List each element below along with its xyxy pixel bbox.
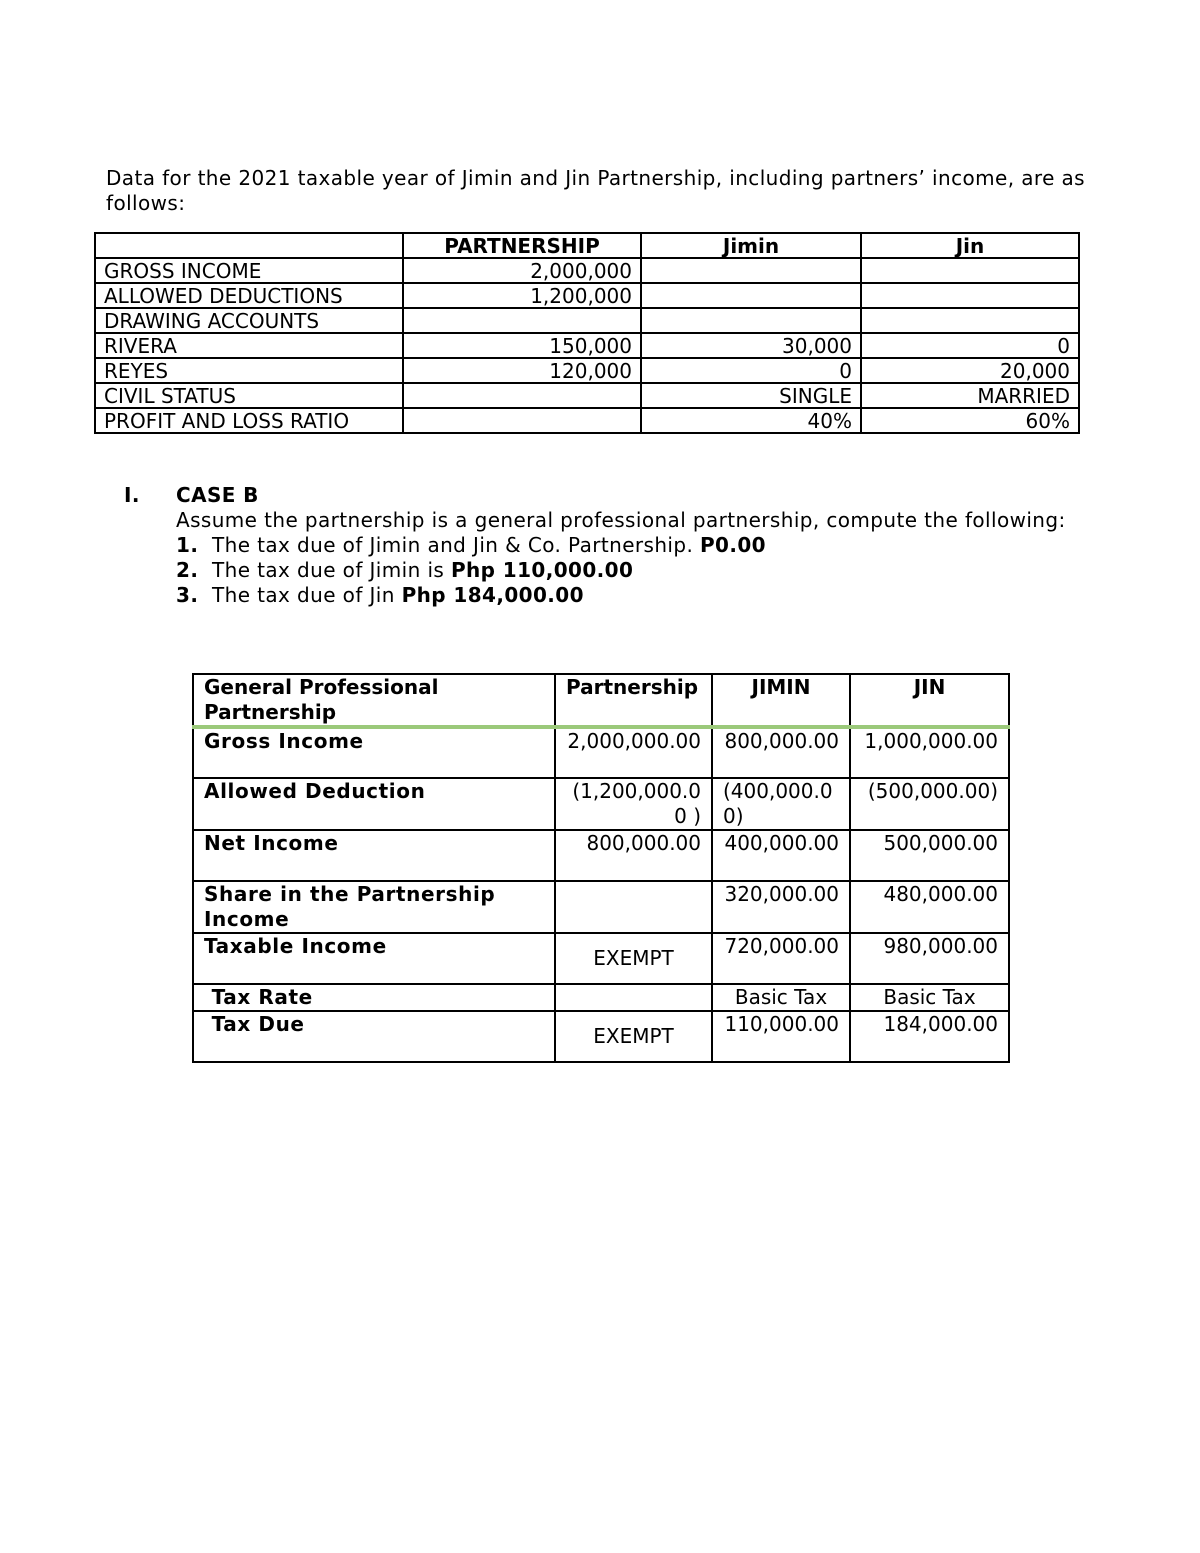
table-row [95,258,1079,283]
cell: (500,000.00) [850,778,1009,830]
cell: 1,000,000.00 [850,727,1009,778]
cell: 40% [641,408,861,433]
cell: EXEMPT [555,933,712,984]
cell: 800,000.00 [712,727,850,778]
table-row [95,308,1079,333]
table-row [193,881,1009,933]
item-answer: P0.00 [699,533,766,557]
cell: MARRIED [861,383,1079,408]
list-item [176,583,1076,608]
table-row [95,358,1079,383]
cell: 400,000.00 [712,830,850,881]
row-label: Gross Income [193,727,555,778]
header-cell: Jimin [641,233,861,258]
cell [861,258,1079,283]
cell: Basic Tax [712,984,850,1011]
item-text: The tax due of Jimin and Jin & Co. Partnership. [212,533,700,557]
cell [555,881,712,933]
case-instruction: Assume the partnership is a general professional partnership, compute the following: [176,508,1066,532]
table-row [95,333,1079,358]
table-row [193,778,1009,830]
cell: 0 [641,358,861,383]
header-cell: Partnership [555,674,712,727]
row-label: Taxable Income [193,933,555,984]
row-label: Tax Due [193,1011,555,1062]
table-row [95,283,1079,308]
cell: 480,000.00 [850,881,1009,933]
row-label: Tax Rate [193,984,555,1011]
cell: 110,000.00 [712,1011,850,1062]
cell: 1,200,000 [403,283,641,308]
cell: 500,000.00 [850,830,1009,881]
header-cell: PARTNERSHIP [403,233,641,258]
cell: 20,000 [861,358,1079,383]
row-label: PROFIT AND LOSS RATIO [95,408,403,433]
cell: (1,200,000.00 ) [555,778,712,830]
cell: 60% [861,408,1079,433]
question-list [176,533,1076,608]
cell: 720,000.00 [712,933,850,984]
item-number: 3. [176,583,199,607]
row-label: RIVERA [95,333,403,358]
row-label: CIVIL STATUS [95,383,403,408]
item-text: The tax due of Jimin is [212,558,451,582]
row-label: REYES [95,358,403,383]
row-label: Allowed Deduction [193,778,555,830]
item-text: The tax due of Jin [212,583,402,607]
cell: 800,000.00 [555,830,712,881]
case-title: CASE B [176,483,259,507]
table-row [95,383,1079,408]
list-item [176,558,1076,583]
cell: 30,000 [641,333,861,358]
cell [403,383,641,408]
item-number: 2. [176,558,199,582]
cell [641,258,861,283]
cell: (400,000.00) [712,778,850,830]
item-answer: Php 184,000.00 [401,583,584,607]
table-row [193,1011,1009,1062]
cell: 184,000.00 [850,1011,1009,1062]
cell: EXEMPT [555,1011,712,1062]
tax-computation-table [192,673,1010,1063]
cell: Basic Tax [850,984,1009,1011]
table-row [95,408,1079,433]
header-cell [95,233,403,258]
header-cell: JIMIN [712,674,850,727]
cell [403,408,641,433]
row-label: Net Income [193,830,555,881]
cell [641,283,861,308]
section-numeral: I. [124,483,140,507]
intro-paragraph: Data for the 2021 taxable year of Jimin and Jin Partnership, including partners’ income, are as follows: [106,166,1086,215]
cell: 120,000 [403,358,641,383]
table-row [193,727,1009,778]
cell: 0 [861,333,1079,358]
row-label: DRAWING ACCOUNTS [95,308,403,333]
cell: 2,000,000 [403,258,641,283]
cell [403,308,641,333]
cell [861,308,1079,333]
header-cell: JIN [850,674,1009,727]
cell [641,308,861,333]
table-row [193,933,1009,984]
item-number: 1. [176,533,199,557]
partnership-data-table [94,232,1080,434]
row-label: ALLOWED DEDUCTIONS [95,283,403,308]
cell [861,283,1079,308]
row-label: GROSS INCOME [95,258,403,283]
header-cell: Jin [861,233,1079,258]
cell: 2,000,000.00 [555,727,712,778]
cell [555,984,712,1011]
cell: 980,000.00 [850,933,1009,984]
header-cell: General Professional Partnership [193,674,555,727]
table-row [193,984,1009,1011]
table-row [193,830,1009,881]
table-header-row [95,233,1079,258]
cell: 320,000.00 [712,881,850,933]
cell: SINGLE [641,383,861,408]
cell: 150,000 [403,333,641,358]
list-item [176,533,1076,558]
table-header-row [193,674,1009,727]
row-label: Share in the Partnership Income [193,881,555,933]
item-answer: Php 110,000.00 [450,558,634,582]
